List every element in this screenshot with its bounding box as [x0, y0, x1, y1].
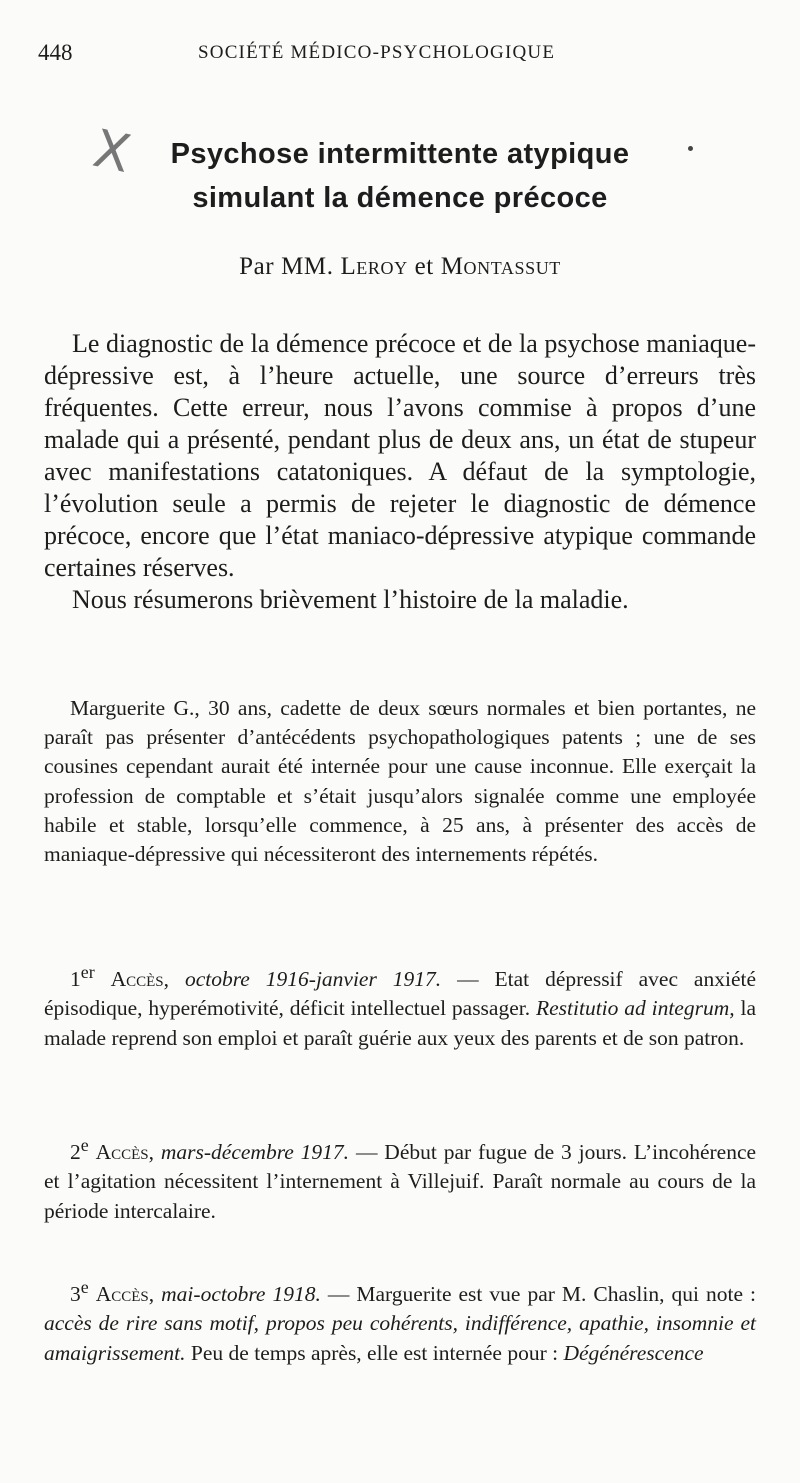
episode-1-paragraph	[44, 958, 756, 1053]
episode-1	[44, 958, 756, 1053]
episode-2-number: 2	[70, 1140, 81, 1165]
episode-1-period: octobre 1916-janvier 1917.	[184, 967, 442, 992]
episode-2	[44, 1131, 756, 1226]
episode-3-period: mai-octobre 1918.	[161, 1282, 321, 1307]
episode-3-paragraph	[44, 1273, 756, 1368]
margin-cross-mark: X	[88, 118, 136, 186]
authors-line	[40, 253, 760, 281]
episode-3-italic-end: Dégénérescence	[563, 1340, 704, 1365]
author-montassut: Montassut	[440, 253, 561, 280]
article-title	[40, 132, 760, 220]
episode-2-label: Accès,	[95, 1140, 154, 1165]
episode-3-text-b: Peu de temps après, elle est internée pour :	[190, 1340, 559, 1365]
episode-3-label: Accès,	[95, 1282, 155, 1307]
intro-paragraph-2: Nous résumerons brièvement l’histoire de la maladie.	[72, 585, 629, 614]
authors-conjunction: et	[414, 253, 434, 280]
episode-1-text-b: la malade reprend son emploi et paraît guérie aux yeux des parents et de son patron.	[44, 996, 757, 1050]
running-head	[38, 38, 768, 72]
episode-1-ordinal: er	[80, 962, 95, 982]
episode-2-period: mars-décembre 1917.	[160, 1140, 350, 1165]
case-description	[44, 694, 756, 869]
episode-3	[44, 1273, 756, 1368]
episode-1-number: 1	[70, 967, 81, 992]
episode-3-ordinal: e	[80, 1277, 89, 1297]
episode-1-text-a: — Etat dépressif avec anxiété épisodique, hyperémotivité, déficit intellectuel passager.	[44, 967, 757, 1021]
title-line-1: Psychose intermittente atypique	[170, 138, 630, 170]
introduction	[44, 328, 756, 616]
case-paragraph: Marguerite G., 30 ans, cadette de deux sœurs normales et bien portantes, ne paraît pas présenter d’antécédents psychopathologiques patents ; une de ses cousines cependant aurait été internée pour une cause inconnue. Elle exerçait la profession de comptable et s’était jusqu’alors signalée comme une employée habile et stable, lorsqu’elle commence, à 25 ans, à présenter des accès de maniaque-dépressive qui nécessiteront des internements répétés.	[44, 696, 756, 867]
episode-1-label: Accès,	[110, 967, 170, 992]
episode-3-number: 3	[70, 1282, 81, 1307]
journal-name: SOCIÉTÉ MÉDICO-PSYCHOLOGIQUE	[198, 42, 556, 63]
authors-prefix: Par MM.	[239, 253, 334, 280]
episode-2-text-a: — Début par fugue de 3 jours. L’incohérence et l’agitation nécessitent l’internement à Villejuif. Paraît normale au cours de la période intercalaire.	[44, 1140, 757, 1223]
title-line-2: simulant la démence précoce	[192, 182, 608, 214]
episode-2-paragraph	[44, 1131, 756, 1226]
page-number: 448	[38, 40, 73, 65]
episode-3-text-a: — Marguerite est vue par M. Chaslin, qui note :	[327, 1282, 757, 1307]
episode-2-ordinal: e	[80, 1135, 89, 1155]
author-leroy: Leroy	[340, 253, 408, 280]
intro-paragraph-1: Le diagnostic de la démence précoce et de la psychose maniaque-dépressive est, à l’heure actuelle, une source d’erreurs très fréquentes. Cette erreur, nous l’avons commise à propos d’une malade qui a présenté, pendant plus de deux ans, un état de stupeur avec manifestations catatoniques. A défaut de la symptologie, l’évolution seule a permis de rejeter le diagnostic de démence précoce, encore que l’état maniaco-dépressive atypique commande certaines réserves.	[44, 329, 756, 582]
episode-1-italic: Restitutio ad integrum,	[535, 996, 735, 1021]
episode-3-italic: accès de rire sans motif, propos peu cohérents, indifférence, apathie, insomnie et amaigrissement.	[44, 1311, 756, 1365]
